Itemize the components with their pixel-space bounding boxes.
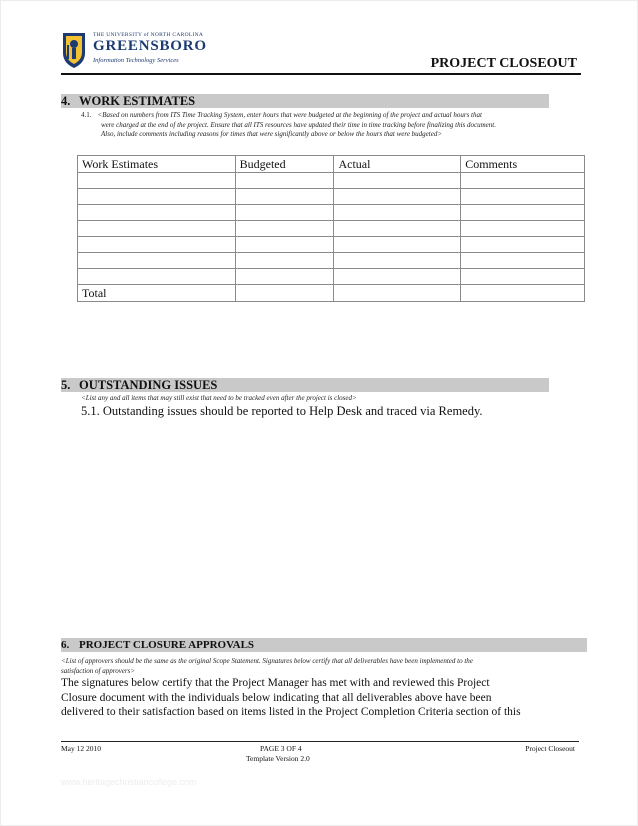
approvals-body-text — [61, 676, 581, 720]
section-6-heading — [61, 638, 587, 652]
section-6-number: 6. — [61, 639, 70, 651]
table-cell[interactable] — [334, 237, 461, 253]
table-cell[interactable] — [461, 221, 585, 237]
table-cell[interactable] — [461, 253, 585, 269]
section-5-instructions: <List any and all items that may still exist that need to be tracked even after the project is closed> — [81, 394, 357, 402]
section-6-title: PROJECT CLOSURE APPROVALS — [79, 639, 255, 651]
table-cell[interactable] — [78, 173, 236, 189]
approvals-instr-line-2: satisfaction of approvers> — [61, 666, 136, 675]
approvals-instr-line-1: <List of approvers should be the same as the original Scope Statement. Signatures below certify that all deliverables have been implemented to the — [61, 657, 473, 665]
footer-template-version: Template Version 2.0 — [246, 754, 310, 763]
section-4-title: WORK ESTIMATES — [79, 94, 196, 108]
instr-line-1: <Based on numbers from ITS Time Tracking System, enter hours that were budgeted at the beginning of the project and actual hours that — [97, 111, 482, 119]
header-divider — [61, 73, 581, 75]
table-cell[interactable] — [334, 189, 461, 205]
table-cell[interactable] — [78, 253, 236, 269]
table-cell[interactable] — [461, 173, 585, 189]
table-cell[interactable] — [78, 221, 236, 237]
approvals-body-line-3: delivered to their satisfaction based on items listed in the Project Completion Criteria section of this — [61, 706, 521, 718]
table-cell[interactable] — [461, 237, 585, 253]
instr-line-2: were charged at the end of the project. Ensure that all ITS resources have updated their time in time tracking before finalizing this document. — [101, 120, 496, 129]
col-header-budgeted: Budgeted — [235, 156, 334, 173]
document-title: PROJECT CLOSEOUT — [430, 56, 577, 71]
logo-university-text: THE UNIVERSITY of NORTH CAROLINA — [93, 32, 204, 38]
table-cell[interactable] — [235, 269, 334, 285]
section-4-instructions — [81, 111, 581, 140]
section-4-number: 4. — [61, 94, 71, 108]
logo-greensboro-text: GREENSBORO — [93, 38, 207, 54]
total-actual-cell[interactable] — [334, 285, 461, 302]
instr-line-3: Also, include comments including reasons for times that were significantly above or below the hours that were budgeted> — [101, 130, 443, 138]
table-cell[interactable] — [78, 237, 236, 253]
table-cell[interactable] — [334, 173, 461, 189]
total-comments-cell[interactable] — [461, 285, 585, 302]
table-row — [78, 189, 585, 205]
table-cell[interactable] — [235, 189, 334, 205]
footer-date: May 12 2010 — [61, 744, 101, 753]
section-4-heading — [61, 94, 549, 108]
table-row — [78, 269, 585, 285]
table-cell[interactable] — [78, 189, 236, 205]
col-header-comments: Comments — [461, 156, 585, 173]
table-cell[interactable] — [461, 269, 585, 285]
approvals-body-line-2: Closure document with the individuals below indicating that all deliverables above have been — [61, 691, 492, 704]
table-cell[interactable] — [334, 205, 461, 221]
table-cell[interactable] — [235, 253, 334, 269]
work-estimates-table — [77, 155, 585, 302]
table-cell[interactable] — [461, 205, 585, 221]
table-row — [78, 173, 585, 189]
table-row — [78, 253, 585, 269]
table-cell[interactable] — [334, 269, 461, 285]
col-header-work-estimates: Work Estimates — [78, 156, 236, 173]
table-cell[interactable] — [235, 221, 334, 237]
spartan-crest-icon — [61, 31, 87, 69]
section-6-instructions — [61, 657, 581, 676]
table-row — [78, 205, 585, 221]
logo-its-text: Information Technology Services — [93, 57, 179, 64]
footer-page-number: PAGE 3 OF 4 — [260, 744, 302, 753]
table-total-row — [78, 285, 585, 302]
section-5-title: OUTSTANDING ISSUES — [79, 378, 218, 392]
table-cell[interactable] — [461, 189, 585, 205]
table-cell[interactable] — [334, 253, 461, 269]
instr-number: 4.1. — [81, 111, 92, 119]
section-5-heading — [61, 378, 549, 392]
outstanding-issues-item: 5.1. Outstanding issues should be reported to Help Desk and traced via Remedy. — [81, 404, 483, 418]
table-header-row — [78, 156, 585, 173]
total-label: Total — [78, 285, 236, 302]
footer-doc-name: Project Closeout — [525, 744, 575, 753]
watermark-text: www.heritagechristiancollege.com — [61, 777, 197, 787]
table-cell[interactable] — [334, 221, 461, 237]
total-budgeted-cell[interactable] — [235, 285, 334, 302]
table-cell[interactable] — [235, 205, 334, 221]
table-cell[interactable] — [78, 205, 236, 221]
section-5-number: 5. — [61, 378, 71, 392]
table-cell[interactable] — [78, 269, 236, 285]
uncg-logo — [61, 31, 207, 71]
col-header-actual: Actual — [334, 156, 461, 173]
table-row — [78, 221, 585, 237]
table-cell[interactable] — [235, 237, 334, 253]
table-row — [78, 237, 585, 253]
footer-divider — [61, 741, 579, 742]
table-cell[interactable] — [235, 173, 334, 189]
approvals-body-line-1: The signatures below certify that the Project Manager has met with and reviewed this Project — [61, 677, 490, 689]
